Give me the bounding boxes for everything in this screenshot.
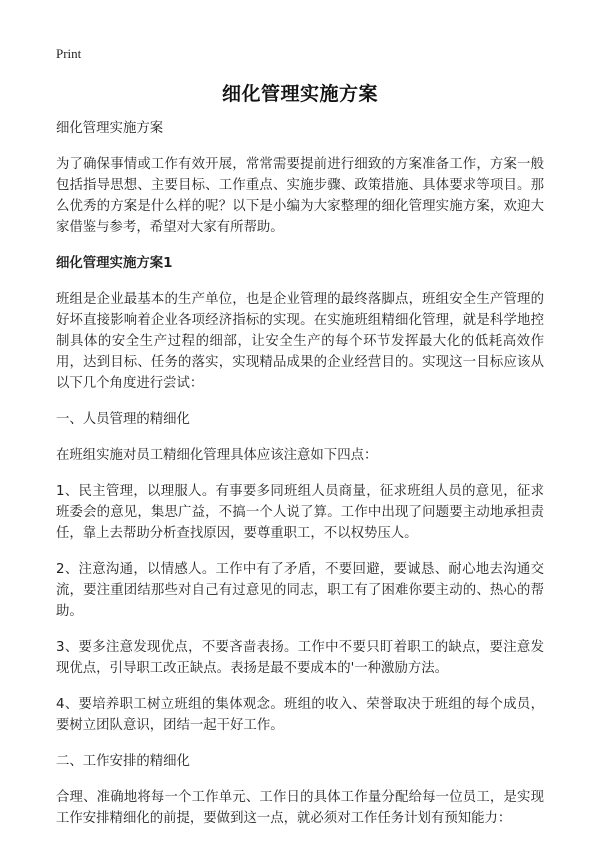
body-paragraph: 合理、准确地将每一个工作单元、工作日的具体工作量分配给每一位员工，是实现工作安排精细化的前提，要做到这一点，就必须对工作任务计划有预知能力：: [56, 790, 544, 826]
list-item: 3、要多注意发现优点，不要吝啬表扬。工作中不要只盯着职工的缺点，要注意发现优点，引导职工改正缺点。表扬是最不要成本的'一种激励方法。: [56, 640, 544, 676]
document-body: [56, 118, 544, 844]
body-paragraph: 在班组实施对员工精细化管理具体应该注意如下四点：: [56, 448, 378, 463]
document-subtitle: 细化管理实施方案: [56, 121, 164, 136]
subsection-heading: 二、工作安排的精细化: [56, 754, 190, 769]
print-label[interactable]: Print: [56, 46, 82, 61]
intro-paragraph: 为了确保事情或工作有效开展，常常需要提前进行细致的方案准备工作，方案一般包括指导思想、主要目标、工作重点、实施步骤、政策措施、具体要求等项目。那么优秀的方案是什么样的呢？以下是小编为大家整理的细化管理实施方案，欢迎大家借鉴与参考，希望对大家有所帮助。: [56, 157, 544, 235]
list-item: 1、民主管理，以理服人。有事要多同班组人员商量，征求班组人员的意见，征求班委会的意见，集思广益，不搞一个人说了算。工作中出现了问题要主动地承担责任，靠上去帮助分析查找原因，要尊重职工，不以权势压人。: [56, 484, 544, 541]
subsection-heading: 一、人员管理的精细化: [56, 412, 190, 427]
list-item: 4、要培养职工树立班组的集体观念。班组的收入、荣誉取决于班组的每个成员，要树立团队意识，团结一起干好工作。: [56, 697, 544, 733]
document-title: 细化管理实施方案: [221, 83, 378, 105]
section-heading: 细化管理实施方案1: [56, 256, 173, 271]
list-item: 2、注意沟通，以情感人。工作中有了矛盾，不要回避，要诚恳、耐心地去沟通交流，要注重团结那些对自己有过意见的同志，职工有了困难你要主动的、热心的帮助。: [56, 562, 544, 619]
body-paragraph: 班组是企业最基本的生产单位，也是企业管理的最终落脚点，班组安全生产管理的好坏直接影响着企业各项经济指标的实现。在实施班组精细化管理，就是科学地控制具体的安全生产过程的细部，让安全生产的每个环节发挥最大化的低耗高效作用，达到目标、任务的落实，实现精品成果的企业经营目的。实现这一目标应该从以下几个角度进行尝试：: [56, 292, 544, 391]
